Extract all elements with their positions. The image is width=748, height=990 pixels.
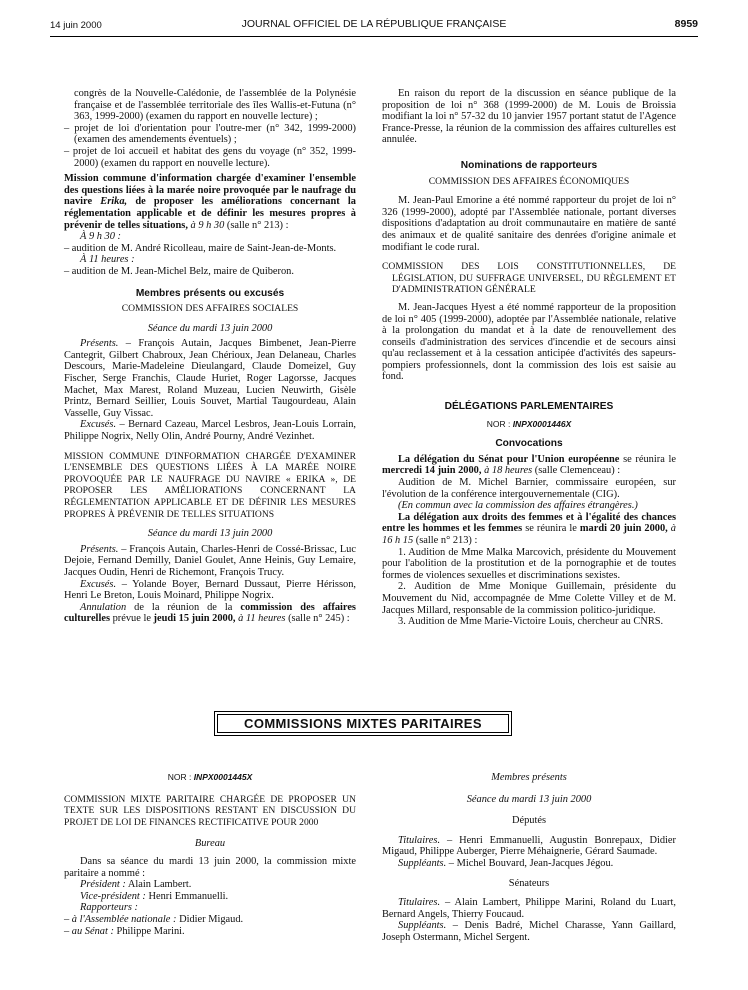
mission-paragraph [64,173,356,231]
suppleants-label: Suppléants. [398,920,447,932]
annulation-paragraph [64,602,356,625]
list-item: – projet de loi accueil et habitat des gens du voyage (n° 352, 1999-2000) (examen du rapport en nouvelle lecture). [64,145,356,169]
presents-paragraph [64,338,356,419]
excuses-label: Excusés. [80,578,117,590]
delegation-paragraph [382,454,676,477]
delegation-paragraph [382,512,676,547]
rapporteurs-label: Rapporteurs : [80,902,139,914]
titulaires-text: – Henri Emmanuelli, Augustin Bonrepaux, Didier Migaud, Philippe Auberger, Pierre Méhaignerie, Gérard Saumade. [382,834,676,858]
delegation-time: à 16 h 15 [382,523,676,546]
nor-value: INPX0001446X [512,418,572,429]
president-line [64,879,356,891]
annulation-text: de la réunion de la [126,601,241,613]
excuses-paragraph [64,419,356,442]
titulaires-label: Titulaires. [398,897,441,909]
titulaires-label: Titulaires. [398,834,441,846]
delegation-text: se réunira le [522,523,580,535]
commission-title: COMMISSION DES AFFAIRES ÉCONOMIQUES [428,175,630,187]
seance-date: Séance du mardi 13 juin 2000 [147,528,273,540]
vice-label: Vice-président : [80,890,146,902]
vice-value: Henri Emmanuelli. [145,890,229,902]
annulation-time: à 11 heures [235,613,286,625]
delegation-name: La délégation du Sénat pour l'Union européenne [398,453,620,465]
president-value: Alain Lambert. [125,879,192,891]
nor-label: NOR : [486,418,511,429]
audition-item: – audition de M. Jean-Michel Belz, maire de Quiberon. [64,265,294,277]
rapporteur-line [64,914,356,926]
list-item: congrès de la Nouvelle-Calédonie, de l'assemblée de la Polynésie française et de l'assemblée territoriale des îles Wallis-et-Futuna (n° 363, 1999-2000) (examen du rapport en nouvelle lecture) ; [74,88,356,123]
bureau-heading: Bureau [194,838,226,850]
banner-title: COMMISSIONS MIXTES PARITAIRES [217,714,509,733]
section-heading: Nominations de rapporteurs [460,159,598,171]
left-column [64,88,356,625]
nor-reference [64,772,356,784]
delegation-time: à 18 heures [481,465,533,477]
president-label: Président : [80,879,126,891]
right-column [382,88,676,628]
nomination-paragraph: M. Jean-Paul Emorine a été nommé rapporteur du projet de loi n° 326 (1999-2000), adopté par l'Assemblée nationale, portant diverses dispositions d'adaptation au droit communautaire en matière de santé des animaux et de qualité sanitaire des denrées d'origine animale et modifiant le code rural. [382,195,676,253]
seance-date: Séance du mardi 13 juin 2000 [147,322,273,334]
presents-label: Présents. [80,543,119,555]
erika-name: Erika, [100,196,128,208]
titulaires-text: – Alain Lambert, Philippe Marini, Roland du Luart, Bernard Angels, Thierry Foucaud. [382,897,676,920]
header-title: JOURNAL OFFICIEL DE LA RÉPUBLIQUE FRANÇAISE [241,18,507,30]
time-label: À 11 heures : [80,254,135,266]
nor-reference [382,419,676,431]
delegation-date: mercredi 14 juin 2000, [382,465,482,477]
audition-item: 2. Audition de Mme Monique Guillemain, présidente du Mouvement du Nid, accompagnée de Mme Colette Villey et de M. Jacques Millard, responsable de la commission politico-juridique. [382,581,676,616]
mission-time: à 9 h 30 [190,219,225,231]
presents-paragraph [64,544,356,579]
section-heading: DÉLÉGATIONS PARLEMENTAIRES [444,401,614,413]
delegation-room: (salle n° 213) : [413,535,478,546]
excuses-label: Excusés. [80,419,117,431]
audition-paragraph: Audition de M. Michel Barnier, commissaire européen, sur l'évolution de la conférence intergouvernementale (CIG). [382,477,676,500]
presents-text: – François Autain, Charles-Henri de Cossé-Brissac, Luc Dejoie, Fernand Demilly, Daniel Goulet, Anne Heinis, Guy Lemaire, Jacques Oudin, Henri de Richemont, François Trucy. [64,543,356,578]
vice-president-line [64,891,356,903]
mission-bold2: de proposer les améliorations concernant la réglementation applicable et de définir les mesures propres à prévenir de telles situations, [64,196,356,231]
rapporteur-value: Didier Migaud. [176,913,244,925]
time-label: À 9 h 30 : [80,231,121,243]
nor-value: INPX0001445X [193,772,253,782]
deputes-heading: Députés [511,815,547,827]
header-date: 14 juin 2000 [50,20,102,31]
nomination-paragraph: M. Jean-Jacques Hyest a été nommé rapporteur de la proposition de loi n° 405 (1999-2000), adoptée par l'Assemblée nationale, relative à la prolongation du mandat et à la date de renouvellement des conseils d'administration des services d'incendie et de secours ainsi qu'au reclassement et à la cessation anticipée d'activités des sapeurs-pompiers professionnels, dont la commission des lois est saisie au fond. [382,301,676,383]
cmp-caps-title: COMMISSION MIXTE PARITAIRE CHARGÉE DE PROPOSER UN TEXTE SUR LES DISPOSITIONS RESTANT EN DISCUSSION DU PROJET DE LOI DE FINANCES RECTIFICATIVE POUR 2000 [64,793,356,828]
mission-salle: (salle n° 213) : [226,219,289,231]
excuses-paragraph [64,579,356,602]
mission-bold: Mission commune d'information chargée d'examiner l'ensemble des questions liées à la marée noire provoquée par le naufrage du navire [64,173,356,208]
presents-text: – François Autain, Jacques Bimbenet, Jean-Pierre Cantegrit, Gilbert Chabroux, Jean Chérioux, Jean Delaneau, Charles Descours, Marie-Madeleine Dieulangard, Claude Domeizel, Guy Fischer, Serge Franchis, Claude Huriet, Roger Lagorsse, Jacques Machet, Max Marest, Roland Muzeau, Lucien Neuwirth, Gisèle Printz, Bernard Seillier, Louis Souvet, Martial Taugourdeau, Alain Vasselle, Guy Vissac. [64,338,356,419]
mission-caps-title: MISSION COMMUNE D'INFORMATION CHARGÉE D'EXAMINER L'ENSEMBLE DES QUESTIONS LIÉES À LA MARÉE NOIRE PROVOQUÉE PAR LE NAUFRAGE DU NAVIRE « ERIKA », DE PROPOSER LES AMÉLIORATIONS CONCERNANT LA RÉGLEMENTATION APPLICABLE ET DE DÉFINIR LES MESURES PROPRES À PRÉVENIR DE TELLES SITUATIONS [64,450,356,520]
section-banner [214,711,512,736]
commission-title: COMMISSION DES LOIS CONSTITUTIONNELLES, DE LÉGISLATION, DU SUFFRAGE UNIVERSEL, DU RÈGLEMENT ET D'ADMINISTRATION GÉNÉRALE [382,261,676,296]
annulation-commission: commission des affaires culturelles [64,601,356,625]
annulation-room: (salle n° 245) : [285,613,350,625]
page-header [0,18,748,32]
section-heading: Convocations [495,438,563,450]
rapporteur-label: – au Sénat : [64,925,114,937]
suppleants-text: – Denis Badré, Michel Charasse, Yann Gaillard, Joseph Ostermann, Michel Sergent. [382,920,676,943]
bottom-right-column [382,772,676,944]
suppleants-text: – Michel Bouvard, Jean-Jacques Jégou. [446,857,614,869]
commission-title: COMMISSION DES AFFAIRES SOCIALES [121,303,299,315]
delegation-date: mardi 20 juin 2000, [579,523,668,535]
annulation-label: Annulation [80,601,127,613]
nor-label: NOR : [167,772,192,782]
titulaires-paragraph [382,835,676,858]
delegation-name: La délégation aux droits des femmes et à l'égalité des chances entre les hommes et les femmes [382,511,676,535]
report-paragraph: En raison du report de la discussion en séance publique de la proposition de loi n° 368 (1999-2000) de M. Louis de Broissia modifiant la loi n° 57-32 du 10 janvier 1957 portant statut de l'Agence France-Presse, la réunion de la commission des affaires culturelles est annulée. [382,88,676,146]
header-rule [50,36,698,37]
page-number: 8959 [674,18,698,30]
excuses-text: – Bernard Cazeau, Marcel Lesbros, Jean-Louis Lorrain, Philippe Nogrix, Nelly Olin, André Pourny, André Vezinhet. [64,419,356,443]
list-item: – projet de loi d'orientation pour l'outre-mer (n° 342, 1999-2000) (examen des amendements éventuels) ; [64,122,356,146]
titulaires-paragraph [382,897,676,920]
rapporteur-line [64,926,356,938]
audition-item: – audition de M. André Ricolleau, maire de Saint-Jean-de-Monts. [64,242,337,254]
commun-note: (En commun avec la commission des affaires étrangères.) [398,500,638,512]
bottom-left-column [64,772,356,937]
suppleants-paragraph [382,920,676,943]
presents-label: Présents. [80,338,119,350]
annulation-date: jeudi 15 juin 2000, [153,613,236,625]
audition-item: 1. Audition de Mme Malka Marcovich, présidente du Mouvement pour l'abolition de la prostitution et de la pornographie et de toutes formes de violences sexuelles et discriminations sexistes. [382,546,676,581]
audition-item: 3. Audition de Mme Marie-Victoire Louis, chercheur au CNRS. [398,616,664,628]
membres-heading: Membres présents [491,772,567,783]
section-heading: Membres présents ou excusés [135,287,285,299]
delegation-room: (salle Clemenceau) : [532,465,621,477]
annulation-text: prévue le [109,613,154,625]
rapporteur-value: Philippe Marini. [113,925,185,937]
delegation-text: se réunira le [619,453,676,465]
excuses-text: – Yolande Boyer, Bernard Dussaut, Pierre Hérisson, Henri Le Breton, Louis Moinard, Philippe Nogrix. [64,578,356,602]
seance-date: Séance du mardi 13 juin 2000 [466,793,592,805]
senateurs-heading: Sénateurs [508,877,550,889]
suppleants-label: Suppléants. [398,857,447,869]
suppleants-paragraph [382,858,676,870]
seance-paragraph: Dans sa séance du mardi 13 juin 2000, la commission mixte paritaire a nommé : [64,855,356,879]
rapporteur-label: – à l'Assemblée nationale : [64,913,177,925]
